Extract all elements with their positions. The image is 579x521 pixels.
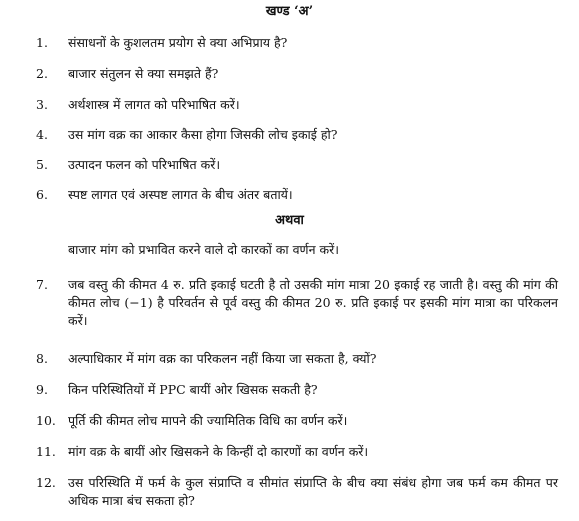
question-number: 1. — [36, 35, 48, 50]
alternative-question: बाजार मांग को प्रभावित करने वाले दो कारकों का वर्णन करें। — [68, 242, 339, 257]
question-number: 2. — [36, 66, 48, 81]
question-number: 5. — [36, 157, 48, 172]
question-text: उस परिस्थिति में फर्म के कुल संप्राप्ति व सीमांत संप्राप्ति के बीच क्या संबंध होगा जब फर्म कम कीमत पर अधिक मात्रा बंच सकता हो? — [68, 475, 558, 508]
question-number: 9. — [36, 382, 48, 397]
question-number: 10. — [36, 413, 56, 428]
question-text: संसाधनों के कुशलतम प्रयोग से क्या अभिप्राय है? — [68, 35, 288, 50]
question-number: 3. — [36, 97, 48, 112]
question-number: 12. — [36, 475, 56, 490]
question-text: उत्पादन फलन को परिभाषित करें। — [68, 157, 221, 172]
question-text: उस मांग वक्र का आकार कैसा होगा जिसकी लोच इकाई हो? — [68, 127, 338, 142]
question-text: बाजार संतुलन से क्या समझते हैं? — [68, 66, 219, 81]
question-text: स्पष्ट लागत एवं अस्पष्ट लागत के बीच अंतर बतायें। — [68, 187, 293, 202]
or-label: अथवा — [275, 213, 304, 228]
question-text: मांग वक्र के बायीं ओर खिसकने के किन्हीं दो कारणों का वर्णन करें। — [68, 444, 369, 459]
question-number: 7. — [36, 277, 48, 292]
question-number: 8. — [36, 351, 48, 366]
question-text: पूर्ति की कीमत लोच मापने की ज्यामितिक विधि का वर्णन करें। — [68, 413, 348, 428]
question-number: 6. — [36, 187, 48, 202]
section-title: खण्ड ‘अ’ — [265, 4, 314, 19]
question-text: किन परिस्थितियों में PPC बायीं ओर खिसक सकती है? — [68, 382, 318, 397]
question-text: अल्पाधिकार में मांग वक्र का परिकलन नहीं किया जा सकता है, क्यों? — [68, 351, 377, 366]
question-text: अर्थशास्त्र में लागत को परिभाषित करें। — [68, 97, 240, 112]
question-text: जब वस्तु की कीमत 4 रु. प्रति इकाई घटती है तो उसकी मांग मात्रा 20 इकाई रह जाती है। वस्तु की मांग की कीमत लोच (−1) है परिवर्तन से पूर्व वस्तु की कीमत 20 रु. प्रति इकाई पर इसकी मांग मात्रा का परिकलन करें। — [68, 277, 558, 328]
question-number: 4. — [36, 127, 48, 142]
question-number: 11. — [36, 444, 56, 459]
